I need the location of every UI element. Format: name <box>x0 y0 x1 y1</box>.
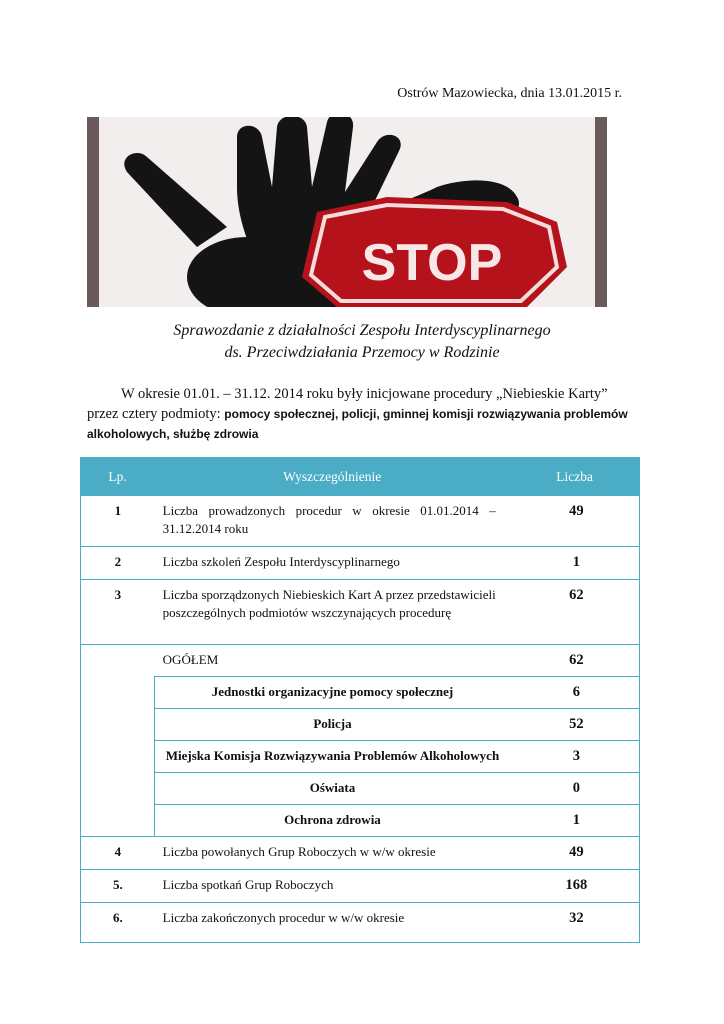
intro-line-3: alkoholowych, służbę zdrowia <box>87 427 259 441</box>
row-lp: 5. <box>81 870 155 903</box>
subrow-description: Miejska Komisja Rozwiązywania Problemów Alkoholowych <box>155 741 510 773</box>
stop-sign-icon <box>302 197 567 307</box>
row-count: 49 <box>510 496 640 547</box>
title-line-2: ds. Przeciwdziałania Przemocy w Rodzinie <box>224 344 500 361</box>
row-description: Liczba powołanych Grup Roboczych w w/w okresie <box>155 837 510 870</box>
row-lp: 2 <box>81 547 155 580</box>
row-description: Liczba spotkań Grup Roboczych <box>155 870 510 903</box>
row-lp: 1 <box>81 496 155 547</box>
report-table <box>80 457 640 943</box>
table-subrow <box>81 741 640 773</box>
row-count: 62 <box>510 580 640 645</box>
row-description: Liczba szkoleń Zespołu Interdyscyplinarnego <box>155 547 510 580</box>
header-count: Liczba <box>510 458 640 496</box>
row-count: 168 <box>510 870 640 903</box>
title-line-1: Sprawozdanie z działalności Zespołu Interdyscyplinarnego <box>173 322 551 339</box>
subrow-spacer <box>81 645 155 837</box>
row-description: Liczba prowadzonych procedur w okresie 01.01.2014 – 31.12.2014 roku <box>155 496 510 547</box>
table-subrow <box>81 805 640 837</box>
table-row <box>81 903 640 943</box>
table-row <box>81 496 640 547</box>
subrow-count: 0 <box>510 773 640 805</box>
subrow-count: 52 <box>510 709 640 741</box>
subrow-description: Policja <box>155 709 510 741</box>
table-subrow <box>81 677 640 709</box>
intro-paragraph <box>87 384 647 444</box>
table-row <box>81 580 640 645</box>
place-date: Ostrów Mazowiecka, dnia 13.01.2015 r. <box>397 86 622 101</box>
subrow-description: Ochrona zdrowia <box>155 805 510 837</box>
row-description: Liczba sporządzonych Niebieskich Kart A przez przedstawicieli poszczególnych podmiotów wszczynających procedurę <box>155 580 510 645</box>
stop-hand-image <box>87 117 607 307</box>
subrow-description: OGÓŁEM <box>155 645 510 677</box>
table-header-row <box>81 458 640 496</box>
row-count: 49 <box>510 837 640 870</box>
header-description: Wyszczególnienie <box>155 458 510 496</box>
row-description: Liczba zakończonych procedur w w/w okresie <box>155 903 510 943</box>
svg-text:STOP: STOP <box>361 234 503 292</box>
table-subrow <box>81 773 640 805</box>
table-row <box>81 870 640 903</box>
row-lp: 4 <box>81 837 155 870</box>
row-lp: 6. <box>81 903 155 943</box>
table-row <box>81 837 640 870</box>
subrow-count: 1 <box>510 805 640 837</box>
subrow-description: Oświata <box>155 773 510 805</box>
intro-line-2 <box>87 404 647 424</box>
row-count: 32 <box>510 903 640 943</box>
row-lp: 3 <box>81 580 155 645</box>
intro-line-2-prefix: przez cztery podmioty: <box>87 406 225 422</box>
intro-line-1: W okresie 01.01. – 31.12. 2014 roku były inicjowane procedury „Niebieskie Karty” <box>121 386 608 402</box>
subrow-count: 6 <box>510 677 640 709</box>
table-subrow <box>81 645 640 677</box>
table-row <box>81 547 640 580</box>
subrow-count: 62 <box>510 645 640 677</box>
row-count: 1 <box>510 547 640 580</box>
report-title <box>0 320 724 364</box>
header-lp: Lp. <box>81 458 155 496</box>
subrow-description: Jednostki organizacyjne pomocy społecznej <box>155 677 510 709</box>
table-subrow <box>81 709 640 741</box>
subrow-count: 3 <box>510 741 640 773</box>
intro-line-2-entities: pomocy społecznej, policji, gminnej komisji rozwiązywania problemów <box>224 407 628 421</box>
